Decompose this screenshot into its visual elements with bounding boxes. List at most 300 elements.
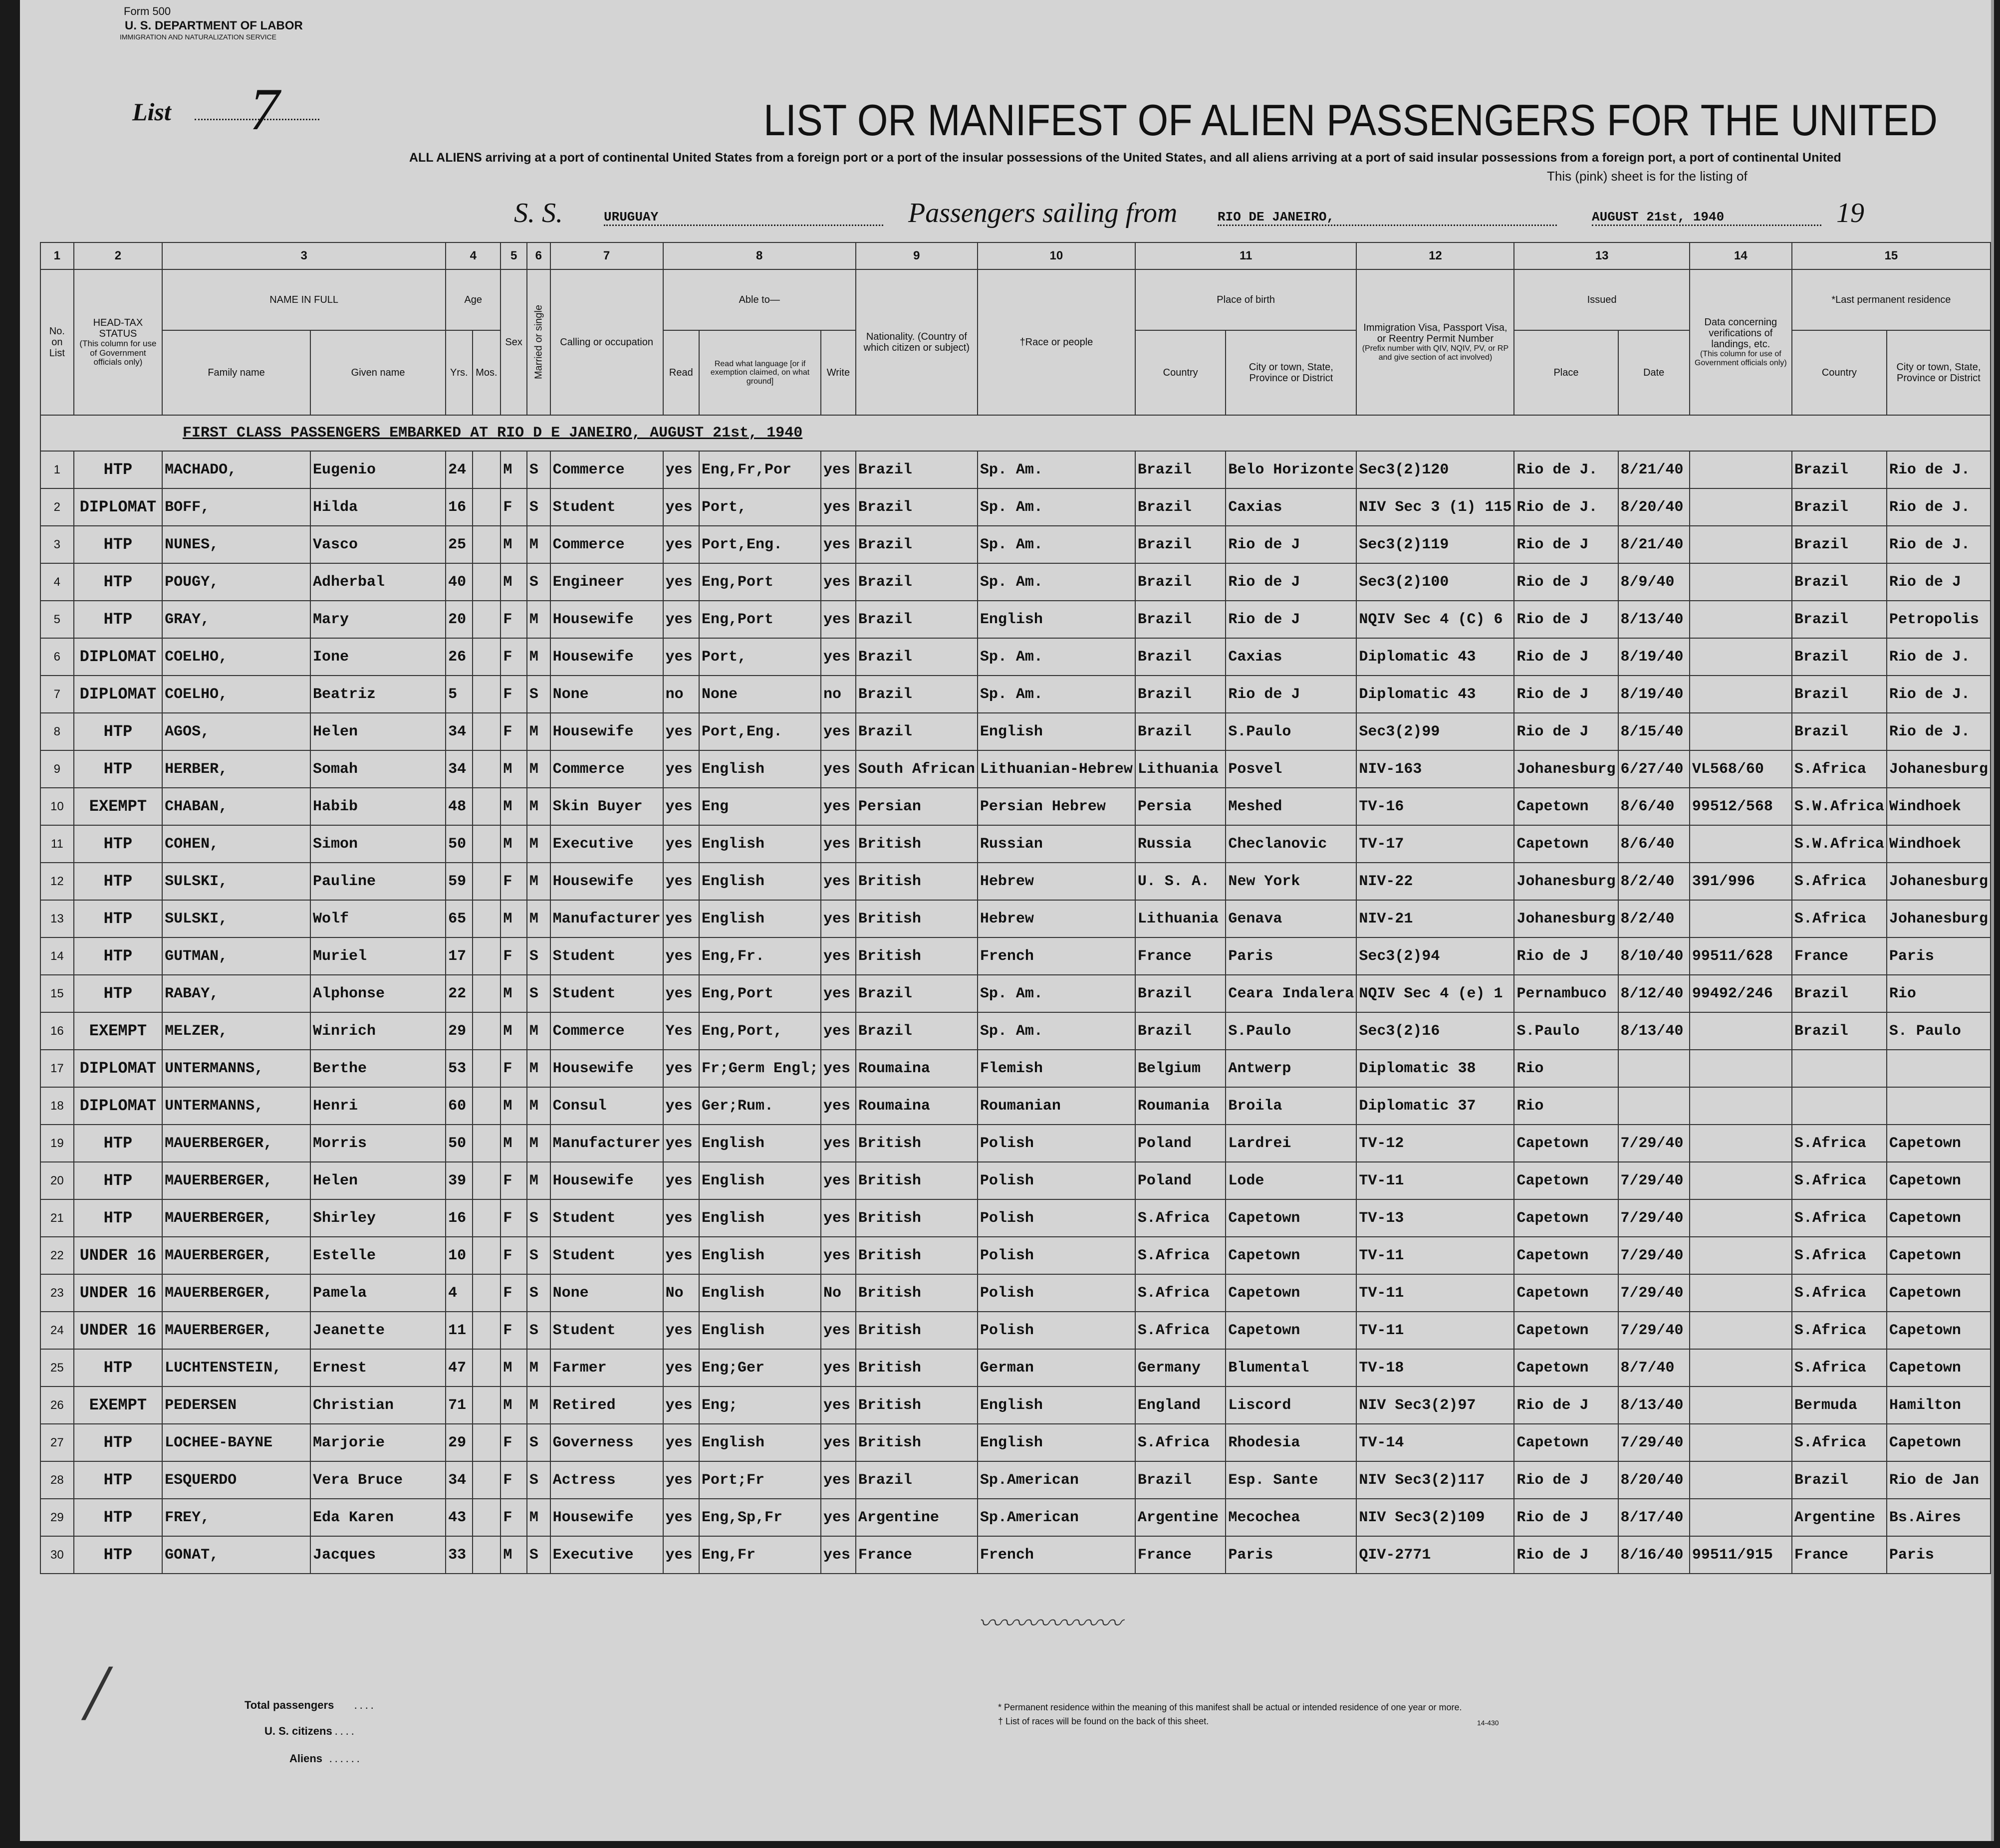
cell-bcountry: Argentine xyxy=(1135,1499,1226,1536)
us-citizens-label: U. S. citizens xyxy=(264,1725,332,1737)
list-label: List xyxy=(132,98,171,126)
cell-nat: British xyxy=(856,1237,978,1274)
cell-idate xyxy=(1618,1050,1690,1087)
cell-no: 22 xyxy=(40,1237,74,1274)
cell-write: yes xyxy=(821,825,856,863)
cell-ms: M xyxy=(527,900,550,937)
cell-verif: 99511/915 xyxy=(1690,1536,1792,1574)
cell-read: yes xyxy=(663,1424,699,1461)
cell-write: yes xyxy=(821,750,856,788)
cell-occ: Farmer xyxy=(550,1349,663,1386)
cell-mos xyxy=(473,601,501,638)
cell-visa: NQIV Sec 4 (e) 1 xyxy=(1356,975,1514,1012)
cell-idate: 7/29/40 xyxy=(1618,1424,1690,1461)
cell-race: German xyxy=(978,1349,1135,1386)
cell-family: GUTMAN, xyxy=(162,937,310,975)
cell-idate: 8/12/40 xyxy=(1618,975,1690,1012)
cell-family: POUGY, xyxy=(162,563,310,601)
cell-lang: None xyxy=(699,676,821,713)
cell-bcountry: Belgium xyxy=(1135,1050,1226,1087)
cell-rcity: Rio de J. xyxy=(1887,526,1991,563)
cell-ms: S xyxy=(527,1199,550,1237)
cell-ms: S xyxy=(527,1237,550,1274)
cell-bcity: Blumental xyxy=(1226,1349,1356,1386)
cell-iplace: S.Paulo xyxy=(1514,1012,1618,1050)
cell-read: yes xyxy=(663,1237,699,1274)
cell-family: MAUERBERGER, xyxy=(162,1162,310,1199)
cell-rcity: Paris xyxy=(1887,937,1991,975)
cell-bcity: Caxias xyxy=(1226,638,1356,676)
cell-yrs: 34 xyxy=(446,713,472,750)
cell-status: HTP xyxy=(74,1499,162,1536)
table-row xyxy=(40,863,1991,900)
cell-mos xyxy=(473,488,501,526)
cell-ms: M xyxy=(527,526,550,563)
table-row xyxy=(40,451,1991,488)
cell-sex: M xyxy=(500,975,527,1012)
cell-lang: English xyxy=(699,1274,821,1312)
cell-mos xyxy=(473,1050,501,1087)
cell-status: HTP xyxy=(74,750,162,788)
table-row xyxy=(40,1125,1991,1162)
cell-write: No xyxy=(821,1274,856,1312)
cell-family: MAUERBERGER, xyxy=(162,1125,310,1162)
cell-idate: 8/13/40 xyxy=(1618,1012,1690,1050)
able-to-header: Able to— xyxy=(663,269,856,330)
cell-lang: English xyxy=(699,1237,821,1274)
cell-write: yes xyxy=(821,713,856,750)
cell-write: yes xyxy=(821,937,856,975)
cell-rcountry: Brazil xyxy=(1792,526,1887,563)
birth-country-header: Country xyxy=(1135,330,1226,415)
cell-visa: NIV-21 xyxy=(1356,900,1514,937)
cell-status: HTP xyxy=(74,1349,162,1386)
cell-read: yes xyxy=(663,1050,699,1087)
table-row xyxy=(40,1237,1991,1274)
cell-mos xyxy=(473,750,501,788)
cell-mos xyxy=(473,1461,501,1499)
cell-nat: Brazil xyxy=(856,563,978,601)
cell-iplace: Capetown xyxy=(1514,1312,1618,1349)
issued-place-header: Place xyxy=(1514,330,1618,415)
cell-verif xyxy=(1690,1199,1792,1237)
ship-name: URUGUAY xyxy=(604,210,883,226)
column-number-row xyxy=(40,242,1991,269)
cell-visa: TV-11 xyxy=(1356,1237,1514,1274)
cell-idate: 8/6/40 xyxy=(1618,825,1690,863)
cell-family: GONAT, xyxy=(162,1536,310,1574)
cell-verif xyxy=(1690,601,1792,638)
cell-lang: Eng,Port xyxy=(699,563,821,601)
cell-race: Sp. Am. xyxy=(978,638,1135,676)
cell-verif xyxy=(1690,713,1792,750)
cell-read: yes xyxy=(663,526,699,563)
cell-rcountry: S.Africa xyxy=(1792,1349,1887,1386)
cell-visa: TV-16 xyxy=(1356,788,1514,825)
cell-idate: 8/7/40 xyxy=(1618,1349,1690,1386)
cell-race: Russian xyxy=(978,825,1135,863)
cell-sex: F xyxy=(500,676,527,713)
passenger-rows xyxy=(40,415,1991,1574)
cell-ms: M xyxy=(527,750,550,788)
cell-sex: M xyxy=(500,1012,527,1050)
cell-yrs: 71 xyxy=(446,1386,472,1424)
cell-ms: S xyxy=(527,975,550,1012)
no-on-list-header: No. on List xyxy=(40,269,74,415)
cell-no: 26 xyxy=(40,1386,74,1424)
mos-header: Mos. xyxy=(473,330,501,415)
cell-bcity: Rio de J xyxy=(1226,676,1356,713)
place-of-birth-header: Place of birth xyxy=(1135,269,1356,330)
cell-bcity: Esp. Sante xyxy=(1226,1461,1356,1499)
cell-sex: F xyxy=(500,1461,527,1499)
cell-nat: British xyxy=(856,1349,978,1386)
year-prefix: 19 xyxy=(1836,198,1864,229)
cell-ms: M xyxy=(527,1125,550,1162)
cell-race: Roumanian xyxy=(978,1087,1135,1125)
cell-bcity: Rio de J xyxy=(1226,601,1356,638)
cell-sex: F xyxy=(500,1050,527,1087)
cell-ms: M xyxy=(527,601,550,638)
footnote-residence: * Permanent residence within the meaning of this manifest shall be actual or intended residence of one year or more. xyxy=(998,1702,1462,1712)
cell-lang: Eng,Port xyxy=(699,601,821,638)
cell-iplace: Capetown xyxy=(1514,788,1618,825)
cell-idate: 8/19/40 xyxy=(1618,638,1690,676)
cell-verif xyxy=(1690,563,1792,601)
cell-verif xyxy=(1690,1237,1792,1274)
cell-bcity: Mecochea xyxy=(1226,1499,1356,1536)
cell-verif xyxy=(1690,488,1792,526)
cell-no: 21 xyxy=(40,1199,74,1237)
cell-rcountry: S.Africa xyxy=(1792,900,1887,937)
cell-idate: 8/13/40 xyxy=(1618,601,1690,638)
table-row xyxy=(40,1087,1991,1125)
cell-read: yes xyxy=(663,1199,699,1237)
cell-rcountry: S.W.Africa xyxy=(1792,788,1887,825)
cell-given: Eugenio xyxy=(310,451,446,488)
cell-nat: Roumaina xyxy=(856,1087,978,1125)
cell-bcountry: Brazil xyxy=(1135,638,1226,676)
cell-sex: M xyxy=(500,1125,527,1162)
cell-verif xyxy=(1690,526,1792,563)
cell-family: CHABAN, xyxy=(162,788,310,825)
cell-occ: Commerce xyxy=(550,750,663,788)
cell-bcountry: Poland xyxy=(1135,1125,1226,1162)
cell-yrs: 17 xyxy=(446,937,472,975)
cell-mos xyxy=(473,1349,501,1386)
cell-nat: Brazil xyxy=(856,638,978,676)
cell-rcountry: S.Africa xyxy=(1792,863,1887,900)
sailing-date: AUGUST 21st, 1940 xyxy=(1592,210,1821,226)
header-row-1 xyxy=(40,269,1991,330)
cell-iplace: Capetown xyxy=(1514,1237,1618,1274)
cell-yrs: 33 xyxy=(446,1536,472,1574)
cell-bcity: Checlanovic xyxy=(1226,825,1356,863)
cell-no: 19 xyxy=(40,1125,74,1162)
cell-no: 23 xyxy=(40,1274,74,1312)
cell-read: Yes xyxy=(663,1012,699,1050)
cell-visa: Diplomatic 43 xyxy=(1356,638,1514,676)
cell-no: 10 xyxy=(40,788,74,825)
cell-nat: British xyxy=(856,1312,978,1349)
cell-iplace: Rio de J xyxy=(1514,713,1618,750)
write-header: Write xyxy=(821,330,856,415)
cell-read: yes xyxy=(663,1461,699,1499)
cell-occ: Commerce xyxy=(550,1012,663,1050)
cell-status: HTP xyxy=(74,900,162,937)
cell-mos xyxy=(473,451,501,488)
cell-given: Christian xyxy=(310,1386,446,1424)
cell-read: yes xyxy=(663,488,699,526)
cell-sex: F xyxy=(500,488,527,526)
cell-write: yes xyxy=(821,1349,856,1386)
cell-rcountry xyxy=(1792,1050,1887,1087)
cell-race: Sp. Am. xyxy=(978,451,1135,488)
instruction-note: ALL ALIENS arriving at a port of continental United States from a foreign port or a port of the insular possessions of the United States, and all aliens arriving at a port of said insular possessions from a foreign port, a port of continental United xyxy=(409,151,1841,165)
cell-rcountry: S.W.Africa xyxy=(1792,825,1887,863)
cell-no: 8 xyxy=(40,713,74,750)
cell-rcountry: Brazil xyxy=(1792,638,1887,676)
cell-race: Polish xyxy=(978,1312,1135,1349)
cell-family: FREY, xyxy=(162,1499,310,1536)
cell-family: LUCHTENSTEIN, xyxy=(162,1349,310,1386)
cell-bcountry: Brazil xyxy=(1135,1012,1226,1050)
cell-sex: M xyxy=(500,451,527,488)
cell-yrs: 26 xyxy=(446,638,472,676)
cell-lang: English xyxy=(699,825,821,863)
cell-lang: Port;Fr xyxy=(699,1461,821,1499)
cell-occ: Student xyxy=(550,975,663,1012)
cell-yrs: 60 xyxy=(446,1087,472,1125)
cell-ms: M xyxy=(527,1087,550,1125)
cell-yrs: 22 xyxy=(446,975,472,1012)
cell-sex: F xyxy=(500,1312,527,1349)
cell-status: HTP xyxy=(74,863,162,900)
cell-bcity: Rhodesia xyxy=(1226,1424,1356,1461)
cell-status: UNDER 16 xyxy=(74,1312,162,1349)
cell-iplace: Rio de J xyxy=(1514,601,1618,638)
cell-bcity: Broila xyxy=(1226,1087,1356,1125)
cell-given: Hilda xyxy=(310,488,446,526)
cell-nat: Brazil xyxy=(856,451,978,488)
cell-yrs: 48 xyxy=(446,788,472,825)
cell-family: UNTERMANNS, xyxy=(162,1050,310,1087)
cell-nat: British xyxy=(856,1125,978,1162)
cell-given: Berthe xyxy=(310,1050,446,1087)
cell-sex: M xyxy=(500,1087,527,1125)
cell-rcity: Rio xyxy=(1887,975,1991,1012)
cell-given: Adherbal xyxy=(310,563,446,601)
cell-write: yes xyxy=(821,526,856,563)
cell-ms: M xyxy=(527,788,550,825)
cell-idate: 8/20/40 xyxy=(1618,1461,1690,1499)
cell-verif xyxy=(1690,1424,1792,1461)
cell-write: yes xyxy=(821,1237,856,1274)
cell-visa: TV-14 xyxy=(1356,1424,1514,1461)
cell-write: yes xyxy=(821,1424,856,1461)
cell-idate: 8/9/40 xyxy=(1618,563,1690,601)
cell-no: 16 xyxy=(40,1012,74,1050)
cell-idate: 8/2/40 xyxy=(1618,863,1690,900)
cell-visa: TV-12 xyxy=(1356,1125,1514,1162)
cell-bcity: Liscord xyxy=(1226,1386,1356,1424)
sex-header: Sex xyxy=(500,269,527,415)
cell-status: EXEMPT xyxy=(74,1386,162,1424)
cell-yrs: 10 xyxy=(446,1237,472,1274)
cell-given: Ione xyxy=(310,638,446,676)
cell-race: Flemish xyxy=(978,1050,1135,1087)
cell-mos xyxy=(473,1162,501,1199)
cell-read: yes xyxy=(663,1162,699,1199)
cell-lang: English xyxy=(699,1199,821,1237)
cell-mos xyxy=(473,1125,501,1162)
col-num: 2 xyxy=(74,242,162,269)
cell-given: Muriel xyxy=(310,937,446,975)
cell-yrs: 50 xyxy=(446,825,472,863)
cell-ms: S xyxy=(527,676,550,713)
cell-nat: Persian xyxy=(856,788,978,825)
cell-no: 15 xyxy=(40,975,74,1012)
cell-nat: Brazil xyxy=(856,488,978,526)
cell-bcity: S.Paulo xyxy=(1226,1012,1356,1050)
cell-write: yes xyxy=(821,1125,856,1162)
col-num: 10 xyxy=(978,242,1135,269)
table-row xyxy=(40,526,1991,563)
cell-lang: Port, xyxy=(699,638,821,676)
cell-status: HTP xyxy=(74,1125,162,1162)
cell-mos xyxy=(473,563,501,601)
cell-iplace: Rio de J xyxy=(1514,638,1618,676)
cell-family: UNTERMANNS, xyxy=(162,1087,310,1125)
cell-given: Estelle xyxy=(310,1237,446,1274)
cell-write: yes xyxy=(821,1012,856,1050)
cell-yrs: 25 xyxy=(446,526,472,563)
cell-iplace: Capetown xyxy=(1514,825,1618,863)
cell-no: 14 xyxy=(40,937,74,975)
cell-status: HTP xyxy=(74,937,162,975)
race-header: †Race or people xyxy=(978,269,1135,415)
cell-ms: M xyxy=(527,1050,550,1087)
cell-given: Habib xyxy=(310,788,446,825)
visa-note: (Prefix number with QIV, NQIV, PV, or RP and give section of act involved) xyxy=(1362,344,1509,362)
cell-yrs: 24 xyxy=(446,451,472,488)
cell-iplace: Capetown xyxy=(1514,1424,1618,1461)
cell-bcity: S.Paulo xyxy=(1226,713,1356,750)
cell-rcountry: S.Africa xyxy=(1792,1312,1887,1349)
cell-yrs: 50 xyxy=(446,1125,472,1162)
cell-bcity: Lardrei xyxy=(1226,1125,1356,1162)
cell-verif xyxy=(1690,1499,1792,1536)
cell-given: Jeanette xyxy=(310,1312,446,1349)
cell-write: yes xyxy=(821,563,856,601)
cell-given: Winrich xyxy=(310,1012,446,1050)
cell-yrs: 34 xyxy=(446,750,472,788)
col-num: 3 xyxy=(162,242,446,269)
cell-rcity xyxy=(1887,1087,1991,1125)
cell-read: yes xyxy=(663,1349,699,1386)
cell-write: yes xyxy=(821,451,856,488)
cell-iplace: Pernambuco xyxy=(1514,975,1618,1012)
cell-yrs: 53 xyxy=(446,1050,472,1087)
cell-bcountry: France xyxy=(1135,1536,1226,1574)
age-header: Age xyxy=(446,269,500,330)
cell-status: HTP xyxy=(74,713,162,750)
cell-rcountry: S.Africa xyxy=(1792,1162,1887,1199)
cell-bcountry: Brazil xyxy=(1135,563,1226,601)
cell-sex: M xyxy=(500,526,527,563)
cell-no: 4 xyxy=(40,563,74,601)
cell-race: Sp.American xyxy=(978,1499,1135,1536)
cell-visa: Sec3(2)16 xyxy=(1356,1012,1514,1050)
cell-no: 11 xyxy=(40,825,74,863)
cell-ms: S xyxy=(527,1274,550,1312)
cell-no: 12 xyxy=(40,863,74,900)
cell-bcity: Capetown xyxy=(1226,1312,1356,1349)
cell-idate: 8/20/40 xyxy=(1618,488,1690,526)
cell-visa: TV-11 xyxy=(1356,1312,1514,1349)
table-row xyxy=(40,1536,1991,1574)
table-row xyxy=(40,825,1991,863)
cell-bcountry: Lithuania xyxy=(1135,900,1226,937)
cell-nat: Brazil xyxy=(856,975,978,1012)
cell-lang: English xyxy=(699,863,821,900)
cell-rcountry: S.Africa xyxy=(1792,1237,1887,1274)
cell-rcity: Capetown xyxy=(1887,1349,1991,1386)
cell-iplace: Capetown xyxy=(1514,1274,1618,1312)
cell-bcity: Genava xyxy=(1226,900,1356,937)
cell-read: yes xyxy=(663,601,699,638)
cell-race: Polish xyxy=(978,1274,1135,1312)
cell-family: GRAY, xyxy=(162,601,310,638)
table-row xyxy=(40,601,1991,638)
footnote-races: † List of races will be found on the back of this sheet. xyxy=(998,1716,1209,1726)
cell-bcity: Rio de J xyxy=(1226,526,1356,563)
cell-rcountry: Brazil xyxy=(1792,676,1887,713)
table-row xyxy=(40,676,1991,713)
cell-verif: 99512/568 xyxy=(1690,788,1792,825)
cell-yrs: 40 xyxy=(446,563,472,601)
cell-given: Shirley xyxy=(310,1199,446,1237)
cell-read: yes xyxy=(663,1386,699,1424)
cell-write: yes xyxy=(821,1386,856,1424)
cell-rcountry: Brazil xyxy=(1792,975,1887,1012)
section-title-text: FIRST CLASS PASSENGERS EMBARKED AT RIO D E JANEIRO, AUGUST 21st, 1940 xyxy=(183,425,803,442)
cell-lang: Eng; xyxy=(699,1386,821,1424)
cell-race: Sp. Am. xyxy=(978,526,1135,563)
cell-bcountry: Brazil xyxy=(1135,1461,1226,1499)
cell-given: Beatriz xyxy=(310,676,446,713)
cell-nat: Roumaina xyxy=(856,1050,978,1087)
cell-nat: British xyxy=(856,1424,978,1461)
cell-given: Helen xyxy=(310,713,446,750)
cell-race: Polish xyxy=(978,1162,1135,1199)
cell-verif: VL568/60 xyxy=(1690,750,1792,788)
cell-verif xyxy=(1690,451,1792,488)
cell-iplace: Capetown xyxy=(1514,1125,1618,1162)
cell-rcountry xyxy=(1792,1087,1887,1125)
cell-visa: Sec3(2)99 xyxy=(1356,713,1514,750)
cell-yrs: 29 xyxy=(446,1424,472,1461)
cell-sex: M xyxy=(500,825,527,863)
cell-given: Alphonse xyxy=(310,975,446,1012)
cell-idate: 8/6/40 xyxy=(1618,788,1690,825)
cell-no: 7 xyxy=(40,676,74,713)
cell-bcountry: Brazil xyxy=(1135,451,1226,488)
passenger-table xyxy=(40,242,1991,1574)
cell-mos xyxy=(473,1536,501,1574)
cell-rcity: Johanesburg xyxy=(1887,750,1991,788)
cell-occ: None xyxy=(550,676,663,713)
